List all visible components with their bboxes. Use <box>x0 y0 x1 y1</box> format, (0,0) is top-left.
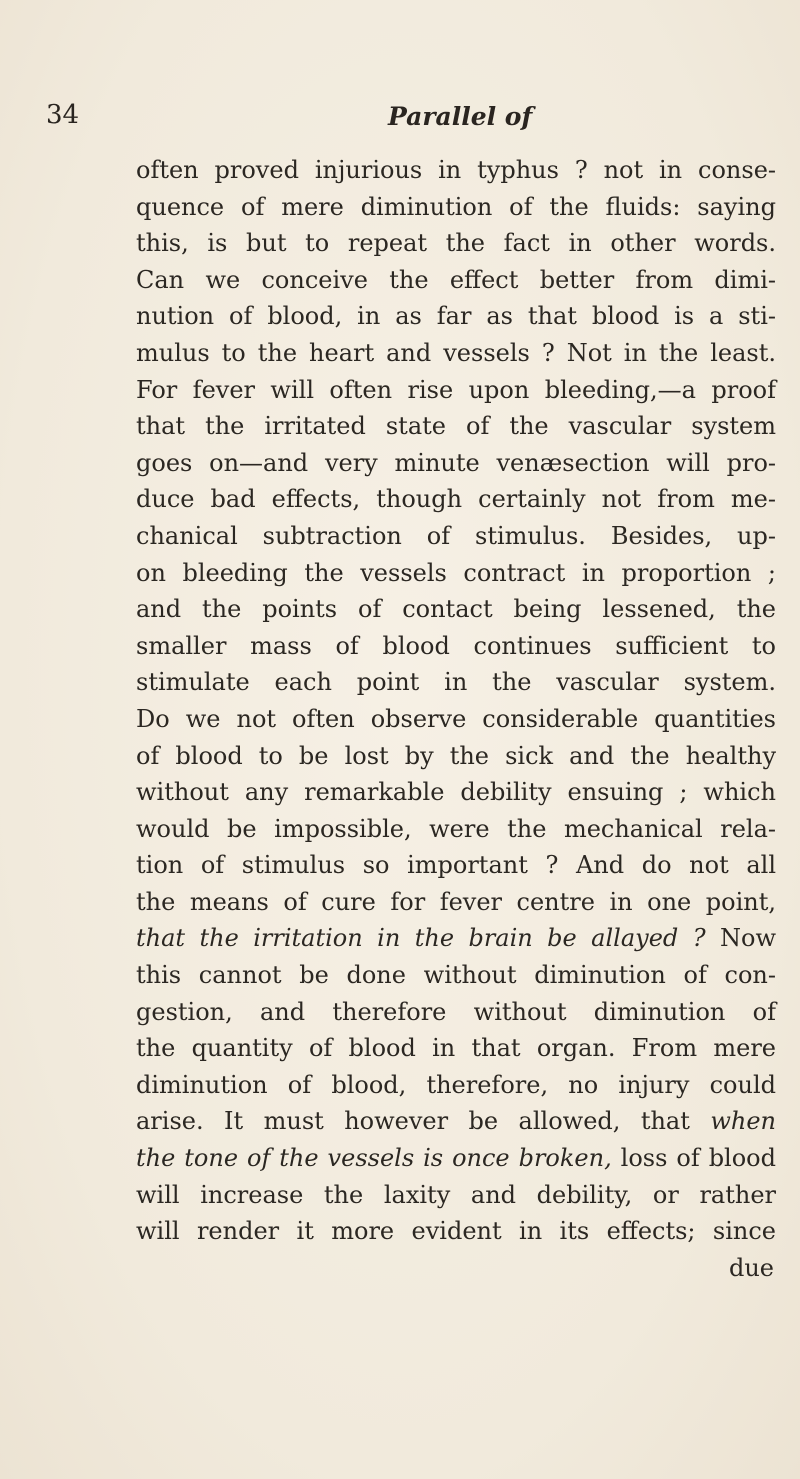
text-line <box>136 957 776 994</box>
text-line <box>136 628 776 665</box>
text-line <box>136 298 776 335</box>
text-line <box>136 774 776 811</box>
text-run: stimulate each point in the vascular system. <box>136 668 776 697</box>
text-run: tion of stimulus so important ? And do not all <box>136 851 776 880</box>
text-line <box>136 335 776 372</box>
text-run: will increase the laxity and debility, or rather <box>136 1180 776 1209</box>
text-run: Now <box>705 924 777 953</box>
text-line <box>136 920 776 957</box>
text-line <box>136 1140 776 1177</box>
text-run: diminution of blood, therefore, no injury could <box>136 1070 776 1099</box>
page-number: 34 <box>46 100 80 130</box>
text-run: often proved injurious in typhus ? not in conse- <box>136 156 776 184</box>
text-run: this cannot be done without diminution of con- <box>136 961 776 990</box>
text-run: Can we conceive the effect better from dimi- <box>136 265 776 294</box>
text-line <box>136 518 776 555</box>
text-run: arise. It must however be allowed, that <box>136 1107 711 1136</box>
text-run: chanical subtraction of stimulus. Besides, up- <box>136 521 776 550</box>
text-line <box>136 1103 776 1140</box>
italic-text: that the irritation in the brain be allayed ? <box>136 924 706 953</box>
text-line <box>136 1213 776 1250</box>
text-line <box>136 847 776 884</box>
text-run: mulus to the heart and vessels ? Not in the least. <box>136 338 776 367</box>
text-run: due <box>728 1253 774 1282</box>
text-line <box>136 445 776 482</box>
text-line <box>136 152 776 189</box>
text-run: without any remarkable debility ensuing ; which <box>136 778 776 807</box>
text-run: of blood to be lost by the sick and the healthy <box>136 741 776 770</box>
text-line <box>136 884 776 921</box>
text-line <box>136 664 776 701</box>
text-line <box>136 372 776 409</box>
text-run: that the irritated state of the vascular system <box>136 412 776 441</box>
text-line <box>136 1030 776 1067</box>
running-head <box>0 100 800 140</box>
text-run: nution of blood, in as far as that blood is a sti- <box>136 302 776 331</box>
text-run: the quantity of blood in that organ. From mere <box>136 1034 776 1063</box>
text-line <box>136 189 776 226</box>
running-title: Parallel of <box>388 102 533 131</box>
text-line <box>136 738 776 775</box>
text-line <box>136 811 776 848</box>
catchword <box>136 1250 776 1287</box>
text-line <box>136 408 776 445</box>
text-line <box>136 701 776 738</box>
text-line <box>136 555 776 592</box>
text-line <box>136 481 776 518</box>
text-line <box>136 1177 776 1214</box>
text-run: loss of blood <box>611 1144 776 1173</box>
text-line <box>136 225 776 262</box>
text-line <box>136 262 776 299</box>
body-text <box>136 152 776 1286</box>
text-run: gestion, and therefore without diminution of <box>136 997 776 1026</box>
text-run: smaller mass of blood continues sufficient to <box>136 631 776 660</box>
text-run: duce bad effects, though certainly not from me- <box>136 485 776 514</box>
text-line <box>136 591 776 628</box>
italic-text: the tone of the vessels is once broken, <box>136 1144 612 1173</box>
text-run: this, is but to repeat the fact in other words. <box>136 229 776 258</box>
text-run: Do we not often observe considerable quantities <box>136 704 776 733</box>
text-run: the means of cure for fever centre in one point, <box>136 887 776 916</box>
text-run: would be impossible, were the mechanical rela- <box>136 814 776 843</box>
text-run: on bleeding the vessels contract in proportion ; <box>136 558 776 587</box>
text-run: will render it more evident in its effects; since <box>136 1217 776 1246</box>
text-line <box>136 994 776 1031</box>
italic-text: when <box>710 1107 776 1136</box>
text-line <box>136 1067 776 1104</box>
text-run: quence of mere diminution of the fluids: saying <box>136 192 776 221</box>
text-run: and the points of contact being lessened, the <box>136 595 776 624</box>
text-run: goes on—and very minute venæsection will pro- <box>136 448 776 477</box>
text-run: For fever will often rise upon bleeding,—a proof <box>136 375 776 404</box>
